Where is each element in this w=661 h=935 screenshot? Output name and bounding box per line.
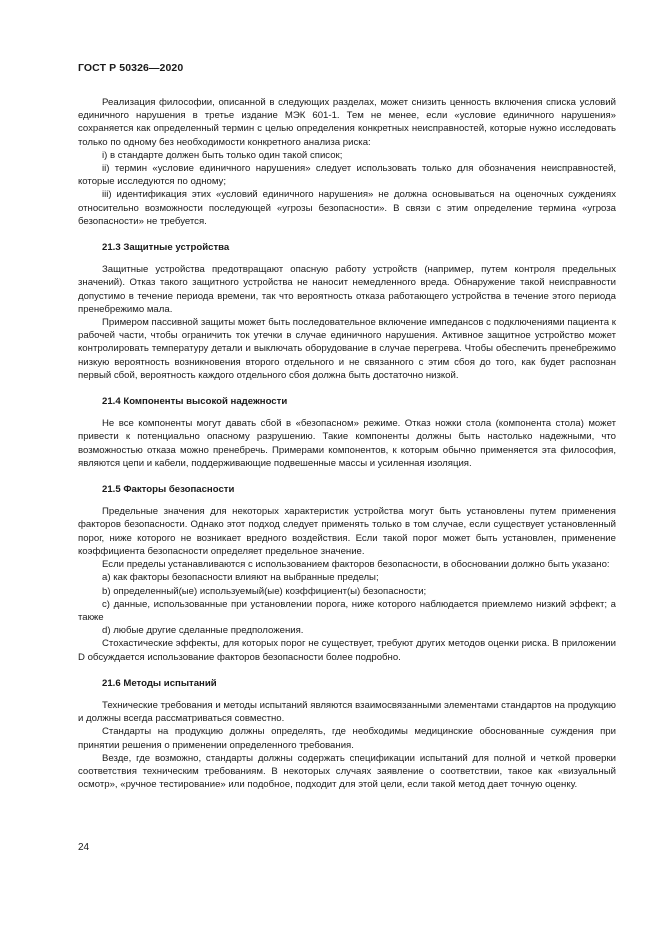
- list-item: ii) термин «условие единичного нарушения» следует использовать только для обозначения неисправностей, которые исследуются по одному;: [78, 163, 616, 188]
- paragraph: Если пределы устанавливаются с использованием факторов безопасности, в обосновании должно быть указано:: [102, 559, 610, 571]
- page-number: 24: [78, 842, 90, 853]
- list-item: d) любые другие сделанные предположения.: [102, 625, 304, 637]
- document-body: [78, 96, 616, 791]
- list-item: iii) идентификация этих «условий единичного нарушения» не должна основываться на оценочных суждениях относительно возможности последующей «угрозы безопасности». В связи с этим определение термина «угроза безопасности» не требуется.: [78, 189, 616, 227]
- list-item: c) данные, использованные при установлении порога, ниже которого наблюдается приемлемо низкий эффект; а также: [78, 598, 616, 623]
- paragraph: Стандарты на продукцию должны определять, где необходимы медицинские обоснованные суждения при принятии решения о применении определенного требования.: [78, 726, 616, 751]
- paragraph: Примером пассивной защиты может быть последовательное включение импедансов с подключениями пациента к рабочей части, чтобы ограничить ток утечки в случае единичного нарушения. Активное защитное устройство может контролировать температуру детали и выключать оборудование в случае перегрева. Чтобы обеспечить пренебрежимо низкую вероятность возникновения второго отдельного и не связанного с этим сбоя до того, как будет распознан первый сбой, вероятность каждого отдельного сбоя должна быть достаточно низкой.: [78, 317, 616, 381]
- list-item: i) в стандарте должен быть только один такой список;: [102, 149, 343, 161]
- paragraph: Везде, где возможно, стандарты должны содержать спецификации испытаний для полной и четкой проверки соответствия техническим требованиям. В некоторых случаях заявление о соответствии, такое как «визуальный осмотр», «ручное тестирование» или подобное, подходит для этой цели, если такой метод дает точную оценку.: [78, 752, 616, 791]
- paragraph: Реализация философии, описанной в следующих разделах, может снизить ценность включения списка условий единичного нарушения в третье издание МЭК 601-1. Тем не менее, если «условие единичного нарушения» сохраняется как определенный термин с целью определения конкретных неисправностей, которые нужно исследовать только по одному без необходимости конкретного анализа риска:: [78, 97, 616, 148]
- paragraph: Защитные устройства предотвращают опасную работу устройств (например, путем контроля предельных значений). Отказ такого защитного устройства не наносит немедленного вреда. Обнаружение такой неисправности допустимо в течение периода времени, так что вероятность отказа работающего устройства в течение этого периода пренебрежимо мала.: [78, 264, 616, 315]
- section-heading-21-5: 21.5 Факторы безопасности: [102, 484, 235, 496]
- paragraph: Стохастические эффекты, для которых порог не существует, требуют других методов оценки риска. В приложении D обсуждается использование факторов безопасности более подробно.: [78, 638, 616, 663]
- section-heading-21-6: 21.6 Методы испытаний: [102, 677, 217, 689]
- document-header: ГОСТ Р 50326—2020: [78, 62, 184, 74]
- section-heading-21-4: 21.4 Компоненты высокой надежности: [102, 396, 288, 408]
- list-item: b) определенный(ые) используемый(ые) коэффициент(ы) безопасности;: [102, 585, 427, 597]
- list-item: a) как факторы безопасности влияют на выбранные пределы;: [102, 572, 379, 584]
- paragraph: Технические требования и методы испытаний являются взаимосвязанными элементами стандартов на продукцию и должны всегда рассматриваться совместно.: [78, 699, 616, 725]
- section-heading-21-3: 21.3 Защитные устройства: [102, 242, 230, 254]
- paragraph: Не все компоненты могут давать сбой в «безопасном» режиме. Отказ ножки стола (компонента стола) может привести к потенциально опасному разрушению. Такие компоненты должны быть настолько надежными, что возможностью отказа можно пренебречь. Примерами компонентов, к которым обычно применяется эта философия, являются цепи и кабели, поддерживающие подвешенные массы и усиленная изоляция.: [78, 418, 616, 469]
- paragraph: Предельные значения для некоторых характеристик устройства могут быть установлены путем применения факторов безопасности. Однако этот подход следует применять только в том случае, если существует установленный порог, ниже которого не возникает вредного воздействия. Если такой порог может быть установлен, применение коэффициента безопасности определяет предельное значение.: [78, 506, 616, 557]
